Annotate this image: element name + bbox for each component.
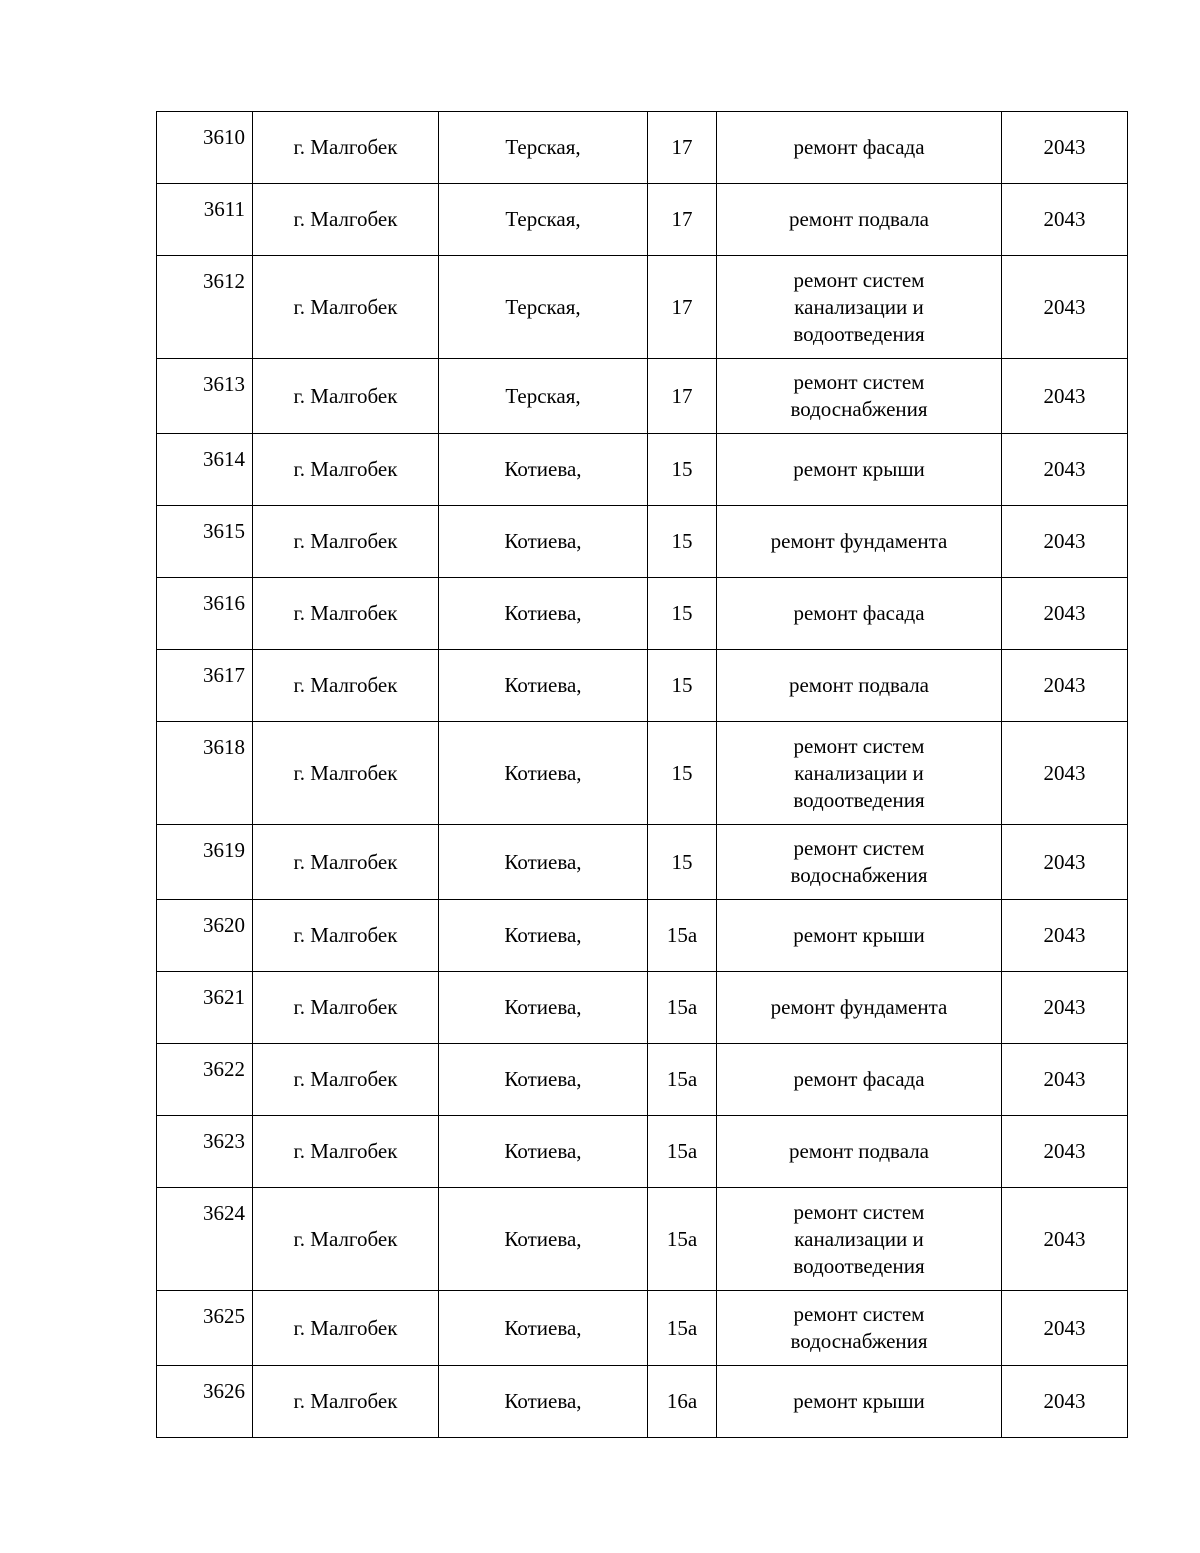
work-type-line: водоотведения <box>793 321 925 346</box>
row-number: 3620 <box>157 900 253 972</box>
work-type-cell <box>717 972 1002 1044</box>
year-cell: 2043 <box>1002 1116 1128 1188</box>
work-type-cell <box>717 578 1002 650</box>
city-cell: г. Малгобек <box>253 1366 439 1438</box>
street-cell: Котиева, <box>439 722 648 825</box>
year-cell: 2043 <box>1002 578 1128 650</box>
work-type-cell <box>717 1188 1002 1291</box>
year-cell: 2043 <box>1002 506 1128 578</box>
table-row <box>157 1116 1128 1188</box>
city-cell: г. Малгобек <box>253 722 439 825</box>
row-number: 3616 <box>157 578 253 650</box>
year-cell: 2043 <box>1002 256 1128 359</box>
table-row <box>157 900 1128 972</box>
table-row <box>157 256 1128 359</box>
street-cell: Котиева, <box>439 650 648 722</box>
table-row <box>157 972 1128 1044</box>
row-number: 3619 <box>157 825 253 900</box>
year-cell: 2043 <box>1002 184 1128 256</box>
work-type-cell <box>717 650 1002 722</box>
row-number: 3626 <box>157 1366 253 1438</box>
year-cell: 2043 <box>1002 900 1128 972</box>
row-number: 3623 <box>157 1116 253 1188</box>
work-type-line: водоснабжения <box>790 863 928 887</box>
work-type-line: канализации и <box>794 294 924 319</box>
street-cell: Терская, <box>439 359 648 434</box>
year-cell: 2043 <box>1002 1291 1128 1366</box>
house-number-cell: 15а <box>648 1188 717 1291</box>
city-cell: г. Малгобек <box>253 578 439 650</box>
table-row <box>157 1366 1128 1438</box>
street-cell: Котиева, <box>439 972 648 1044</box>
work-type-line: ремонт крыши <box>793 923 925 947</box>
city-cell: г. Малгобек <box>253 184 439 256</box>
street-cell: Котиева, <box>439 1188 648 1291</box>
house-number-cell: 15а <box>648 972 717 1044</box>
city-cell: г. Малгобек <box>253 112 439 184</box>
work-type-cell <box>717 1366 1002 1438</box>
street-cell: Котиева, <box>439 900 648 972</box>
street-cell: Котиева, <box>439 578 648 650</box>
year-cell: 2043 <box>1002 972 1128 1044</box>
row-number: 3615 <box>157 506 253 578</box>
work-type-line: ремонт крыши <box>793 1389 925 1413</box>
street-cell: Котиева, <box>439 1366 648 1438</box>
house-number-cell: 17 <box>648 359 717 434</box>
work-type-line: водоотведения <box>793 1253 925 1278</box>
work-type-line: ремонт подвала <box>788 207 930 231</box>
work-type-line: водоснабжения <box>790 397 928 421</box>
work-type-line: канализации и <box>794 1226 924 1251</box>
house-number-cell: 15а <box>648 1044 717 1116</box>
work-type-line: водоснабжения <box>790 1329 928 1353</box>
table-row <box>157 1188 1128 1291</box>
city-cell: г. Малгобек <box>253 972 439 1044</box>
year-cell: 2043 <box>1002 359 1128 434</box>
year-cell: 2043 <box>1002 434 1128 506</box>
table-row <box>157 578 1128 650</box>
work-type-line: водоотведения <box>793 787 925 812</box>
row-number: 3610 <box>157 112 253 184</box>
street-cell: Котиева, <box>439 1044 648 1116</box>
work-type-line: ремонт систем <box>793 1302 925 1326</box>
row-number: 3611 <box>157 184 253 256</box>
city-cell: г. Малгобек <box>253 506 439 578</box>
city-cell: г. Малгобек <box>253 434 439 506</box>
row-number: 3618 <box>157 722 253 825</box>
work-type-cell <box>717 184 1002 256</box>
house-number-cell: 15а <box>648 900 717 972</box>
house-number-cell: 16а <box>648 1366 717 1438</box>
work-type-cell <box>717 900 1002 972</box>
table-row <box>157 1044 1128 1116</box>
street-cell: Котиева, <box>439 434 648 506</box>
house-number-cell: 15а <box>648 1116 717 1188</box>
work-type-cell <box>717 434 1002 506</box>
house-number-cell: 15 <box>648 650 717 722</box>
work-type-line: ремонт фундамента <box>770 995 948 1019</box>
row-number: 3613 <box>157 359 253 434</box>
work-type-line: канализации и <box>794 760 924 785</box>
street-cell: Терская, <box>439 184 648 256</box>
table-row <box>157 506 1128 578</box>
work-type-line: ремонт систем <box>793 836 925 860</box>
house-number-cell: 15 <box>648 434 717 506</box>
table-row <box>157 184 1128 256</box>
street-cell: Котиева, <box>439 506 648 578</box>
city-cell: г. Малгобек <box>253 825 439 900</box>
row-number: 3617 <box>157 650 253 722</box>
work-type-line: ремонт фундамента <box>770 529 948 553</box>
row-number: 3614 <box>157 434 253 506</box>
house-number-cell: 15 <box>648 825 717 900</box>
city-cell: г. Малгобек <box>253 650 439 722</box>
work-type-cell <box>717 1291 1002 1366</box>
work-type-cell <box>717 1116 1002 1188</box>
row-number: 3625 <box>157 1291 253 1366</box>
street-cell: Котиева, <box>439 1116 648 1188</box>
work-type-cell <box>717 112 1002 184</box>
city-cell: г. Малгобек <box>253 1044 439 1116</box>
house-number-cell: 17 <box>648 256 717 359</box>
table-row <box>157 650 1128 722</box>
house-number-cell: 15 <box>648 506 717 578</box>
city-cell: г. Малгобек <box>253 256 439 359</box>
year-cell: 2043 <box>1002 722 1128 825</box>
year-cell: 2043 <box>1002 112 1128 184</box>
street-cell: Котиева, <box>439 1291 648 1366</box>
work-type-line: ремонт фасада <box>793 135 925 159</box>
city-cell: г. Малгобек <box>253 1188 439 1291</box>
repair-schedule-table <box>156 111 1128 1438</box>
house-number-cell: 17 <box>648 112 717 184</box>
city-cell: г. Малгобек <box>253 359 439 434</box>
table-row <box>157 722 1128 825</box>
table-row <box>157 359 1128 434</box>
work-type-line: ремонт фасада <box>793 1067 925 1091</box>
table-row <box>157 1291 1128 1366</box>
year-cell: 2043 <box>1002 1188 1128 1291</box>
work-type-cell <box>717 825 1002 900</box>
street-cell: Котиева, <box>439 825 648 900</box>
row-number: 3622 <box>157 1044 253 1116</box>
city-cell: г. Малгобек <box>253 900 439 972</box>
house-number-cell: 15а <box>648 1291 717 1366</box>
city-cell: г. Малгобек <box>253 1291 439 1366</box>
work-type-cell <box>717 1044 1002 1116</box>
table-row <box>157 434 1128 506</box>
street-cell: Терская, <box>439 112 648 184</box>
work-type-line: ремонт систем <box>793 267 925 292</box>
city-cell: г. Малгобек <box>253 1116 439 1188</box>
house-number-cell: 15 <box>648 578 717 650</box>
year-cell: 2043 <box>1002 1044 1128 1116</box>
house-number-cell: 15 <box>648 722 717 825</box>
table-row <box>157 825 1128 900</box>
work-type-line: ремонт систем <box>793 1199 925 1224</box>
year-cell: 2043 <box>1002 1366 1128 1438</box>
work-type-line: ремонт систем <box>793 370 925 394</box>
row-number: 3612 <box>157 256 253 359</box>
row-number: 3621 <box>157 972 253 1044</box>
year-cell: 2043 <box>1002 825 1128 900</box>
year-cell: 2043 <box>1002 650 1128 722</box>
table-body <box>157 112 1128 1438</box>
work-type-line: ремонт фасада <box>793 601 925 625</box>
work-type-line: ремонт систем <box>793 733 925 758</box>
street-cell: Терская, <box>439 256 648 359</box>
house-number-cell: 17 <box>648 184 717 256</box>
work-type-cell <box>717 256 1002 359</box>
work-type-line: ремонт крыши <box>793 457 925 481</box>
table-row <box>157 112 1128 184</box>
work-type-cell <box>717 359 1002 434</box>
work-type-line: ремонт подвала <box>788 1139 930 1163</box>
work-type-cell <box>717 722 1002 825</box>
row-number: 3624 <box>157 1188 253 1291</box>
work-type-line: ремонт подвала <box>788 673 930 697</box>
work-type-cell <box>717 506 1002 578</box>
